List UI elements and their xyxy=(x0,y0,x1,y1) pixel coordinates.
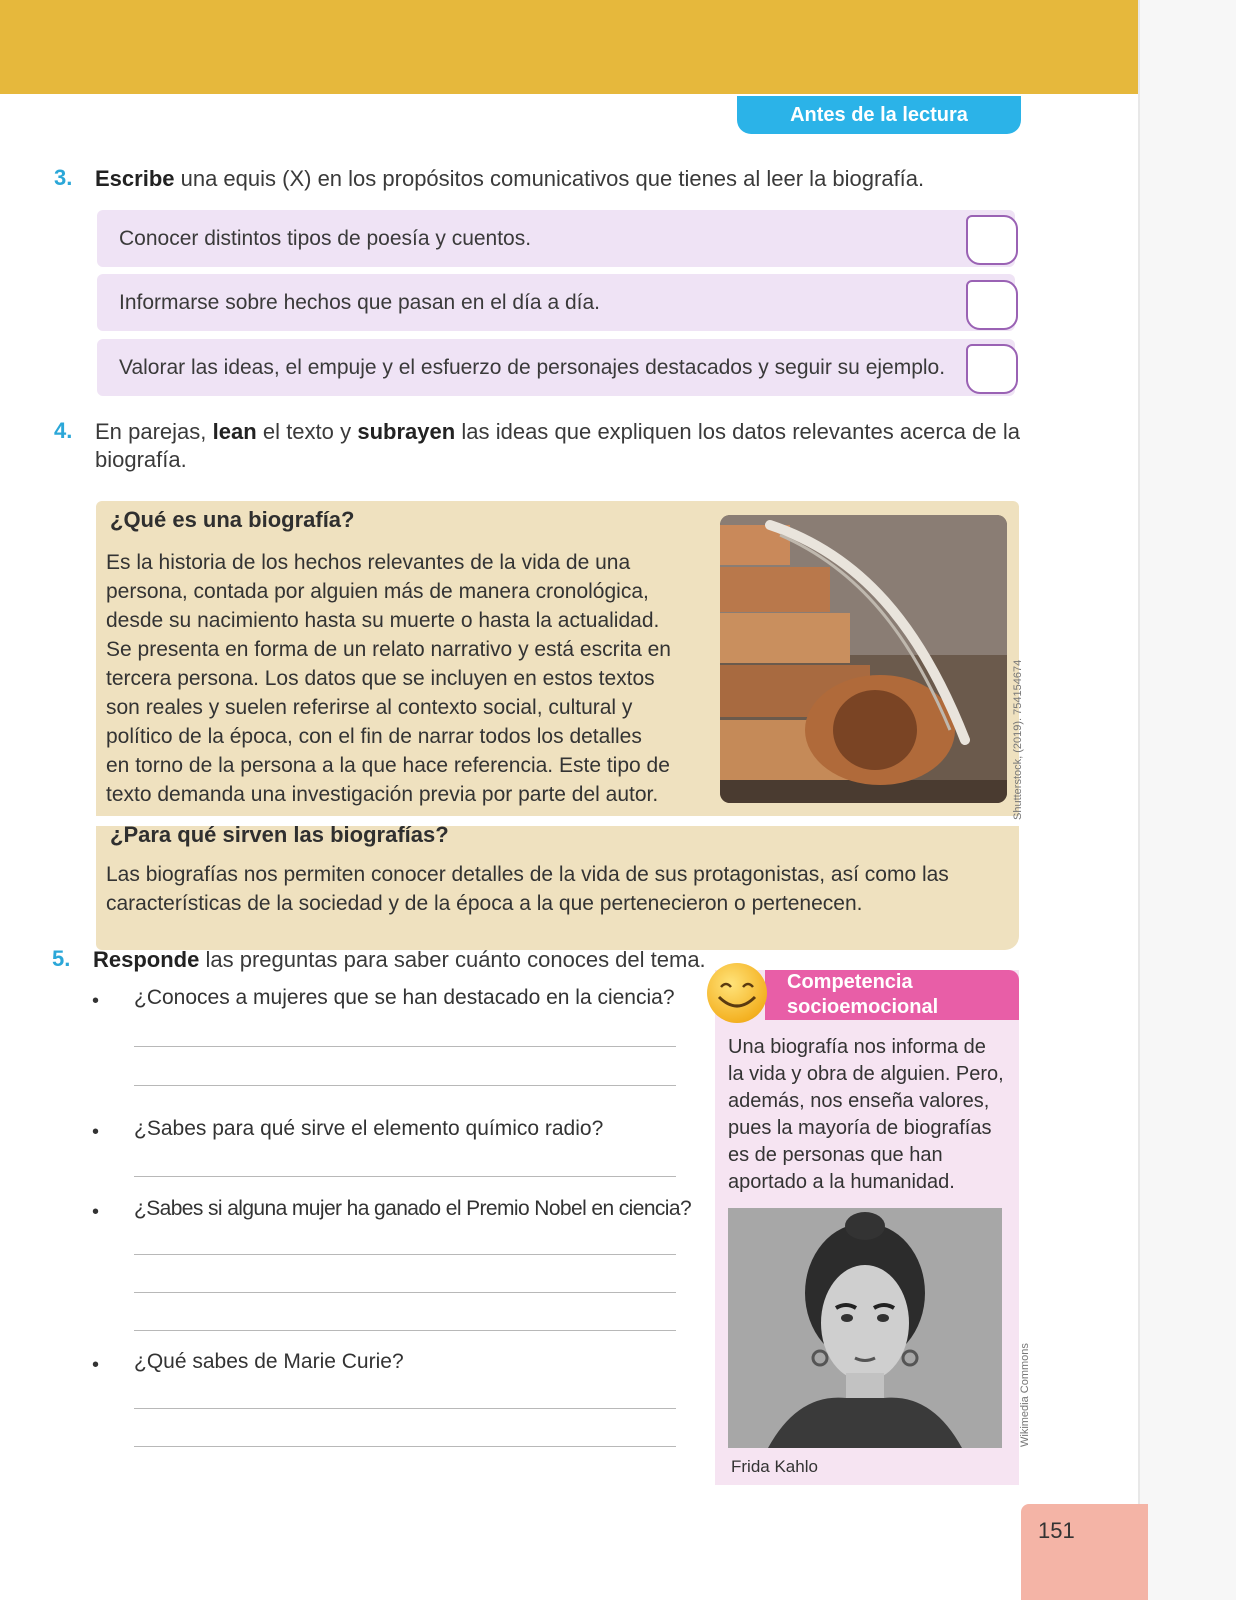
purpose-checkbox-2[interactable] xyxy=(966,280,1018,330)
question-nobel: ¿Sabes si alguna mujer ha ganado el Premio Nobel en ciencia? xyxy=(134,1197,692,1220)
question-3-text xyxy=(95,165,924,193)
q4-part3: las ideas que expliquen los datos relevantes acerca de la xyxy=(455,419,1020,444)
answer-line[interactable] xyxy=(134,1254,676,1255)
bullet-icon: • xyxy=(92,1354,100,1376)
question-number-5: 5. xyxy=(52,946,71,971)
question-4-line-1 xyxy=(95,418,1020,446)
question-radium: ¿Sabes para qué sirve el elemento químico radio? xyxy=(134,1117,604,1140)
purpose-line: Las biografías nos permiten conocer detalles de la vida de sus protagonistas, así como las xyxy=(106,863,949,886)
purpose-text xyxy=(106,860,949,918)
question-5-rest: las preguntas para saber cuánto conoces del tema. xyxy=(199,947,706,972)
question-number-3: 3. xyxy=(54,165,73,190)
question-5-text xyxy=(93,946,706,974)
definition-line: desde su nacimiento hasta su muerte o hasta la actualidad. xyxy=(106,609,660,632)
competencia-text xyxy=(728,1034,1008,1196)
competencia-line: además, nos enseña valores, xyxy=(728,1090,990,1112)
q4-part2: el texto y xyxy=(256,419,358,444)
biography-purpose-box xyxy=(96,822,1019,950)
definition-line: en torno de la persona a la que hace referencia. Este tipo de xyxy=(106,754,670,777)
answer-line[interactable] xyxy=(134,1408,676,1409)
purpose-heading: ¿Para qué sirven las biografías? xyxy=(110,822,449,847)
answer-line[interactable] xyxy=(134,1330,676,1331)
competencia-title-line-1: Competencia xyxy=(787,971,913,993)
answer-line[interactable] xyxy=(134,1085,676,1086)
q4-verb-subrayen: subrayen xyxy=(357,419,456,444)
question-marie-curie: ¿Qué sabes de Marie Curie? xyxy=(134,1350,404,1373)
competencia-socioemocional-box xyxy=(715,970,1019,1485)
question-5-verb: Responde xyxy=(93,947,200,972)
photo-credit-portrait: Wikimedia Commons xyxy=(1019,1343,1031,1447)
purpose-option-3 xyxy=(97,339,1015,396)
page-number-box xyxy=(1021,1504,1148,1600)
portrait-illustration xyxy=(728,1208,1002,1448)
definition-line: son reales y suelen referirse al contexto social, cultural y xyxy=(106,696,633,719)
smiley-icon xyxy=(707,963,767,1023)
competencia-line: Una biografía nos informa de xyxy=(728,1036,986,1058)
page-number: 151 xyxy=(1038,1518,1075,1543)
question-number-4: 4. xyxy=(54,418,73,443)
question-women-science: ¿Conoces a mujeres que se han destacado en la ciencia? xyxy=(134,986,675,1009)
q4-part1: En parejas, xyxy=(95,419,213,444)
competencia-title xyxy=(787,970,938,1020)
books-quill-photo xyxy=(720,515,1007,803)
definition-line: Es la historia de los hechos relevantes de la vida de una xyxy=(106,551,631,574)
answer-line[interactable] xyxy=(134,1292,676,1293)
q4-verb-lean: lean xyxy=(212,419,257,444)
answer-line[interactable] xyxy=(134,1046,676,1047)
question-4-text xyxy=(95,418,1020,474)
definition-heading: ¿Qué es una biografía? xyxy=(110,507,355,532)
smiley-face xyxy=(707,963,767,1023)
purpose-checkbox-1[interactable] xyxy=(966,215,1018,265)
purpose-option-2 xyxy=(97,274,1015,331)
bullet-icon: • xyxy=(92,1201,100,1223)
photo-credit-books: Shutterstock, (2019). 754154674 xyxy=(1012,659,1024,820)
page-edge xyxy=(1138,0,1140,1600)
competencia-line: pues la mayoría de biografías xyxy=(728,1117,992,1139)
bullet-icon: • xyxy=(92,990,100,1012)
competencia-line: aportado a la humanidad. xyxy=(728,1171,955,1193)
competencia-line: es de personas que han xyxy=(728,1144,943,1166)
answer-line[interactable] xyxy=(134,1446,676,1447)
option-label: Conocer distintos tipos de poesía y cuentos. xyxy=(119,227,532,250)
option-label: Valorar las ideas, el empuje y el esfuerzo de personajes destacados y seguir su ejemplo. xyxy=(119,356,946,379)
question-4-line-2: biografía. xyxy=(95,447,187,472)
competencia-header xyxy=(765,970,1019,1020)
definition-line: texto demanda una investigación previa por parte del autor. xyxy=(106,783,659,806)
section-tab: Antes de la lectura xyxy=(737,96,1021,134)
top-color-band xyxy=(0,0,1140,94)
definition-line: Se presenta en forma de un relato narrativo y está escrita en xyxy=(106,638,671,661)
portrait-caption: Frida Kahlo xyxy=(731,1457,818,1476)
question-3-rest: una equis (X) en los propósitos comunicativos que tienes al leer la biografía. xyxy=(174,166,925,191)
answer-line[interactable] xyxy=(134,1176,676,1177)
page-margin xyxy=(1140,0,1236,1600)
definition-line: político de la época, con el fin de narrar todos los detalles xyxy=(106,725,642,748)
frida-kahlo-portrait xyxy=(728,1208,1002,1448)
competencia-title-line-2: socioemocional xyxy=(787,996,939,1018)
definition-text xyxy=(106,548,671,809)
definition-line: persona, contada por alguien más de manera cronológica, xyxy=(106,580,649,603)
purpose-option-1 xyxy=(97,210,1015,267)
purpose-line: características de la sociedad y de la época a la que pertenecieron o pertenecen. xyxy=(106,892,863,915)
definition-line: tercera persona. Los datos que se incluyen en estos textos xyxy=(106,667,655,690)
purpose-checkbox-3[interactable] xyxy=(966,344,1018,394)
question-3-verb: Escribe xyxy=(95,166,175,191)
option-label: Informarse sobre hechos que pasan en el día a día. xyxy=(119,291,600,314)
competencia-line: la vida y obra de alguien. Pero, xyxy=(728,1063,1004,1085)
bullet-icon: • xyxy=(92,1121,100,1143)
books-quill-illustration xyxy=(720,515,1007,803)
